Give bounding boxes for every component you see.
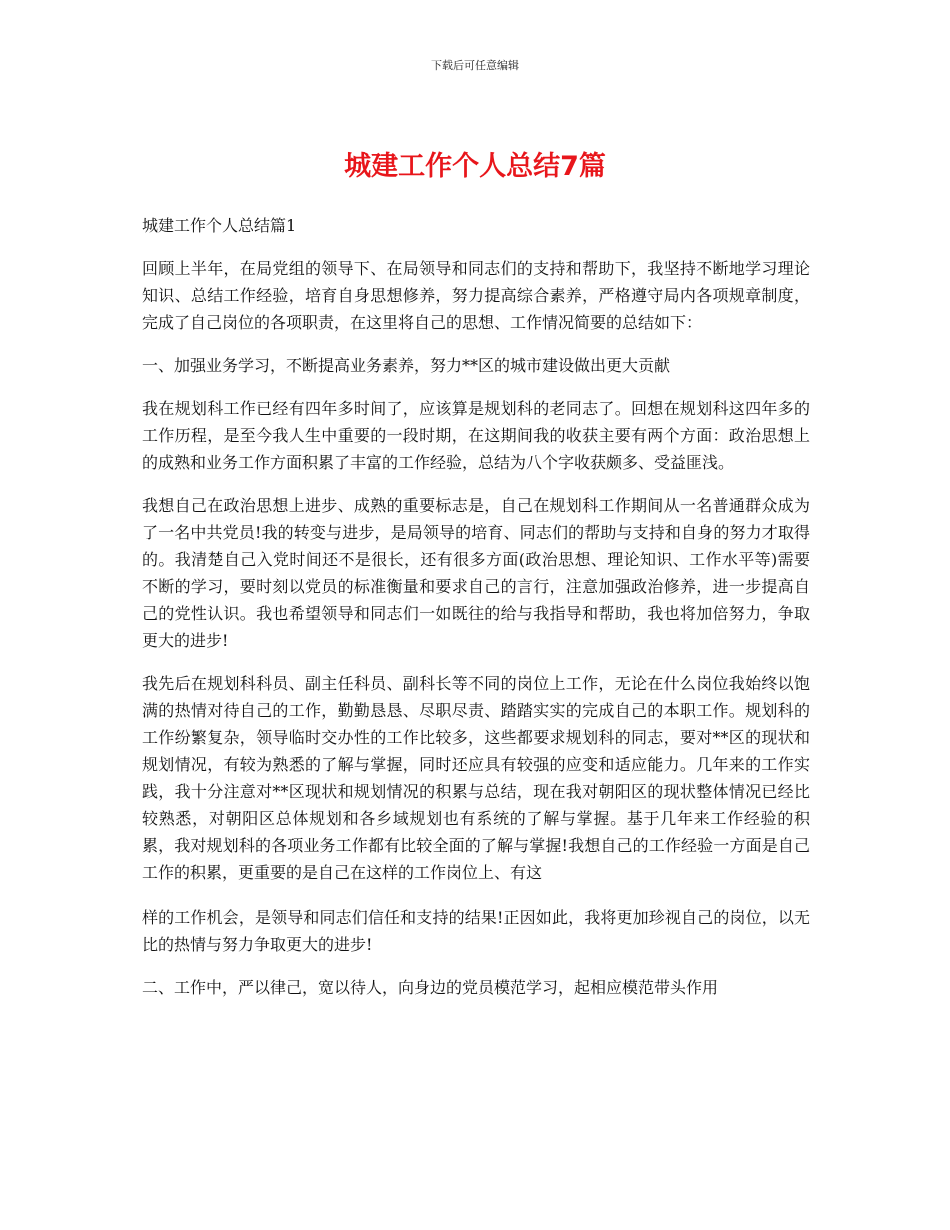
section-subtitle: 城建工作个人总结篇1	[142, 216, 297, 235]
paragraph: 我先后在规划科科员、副主任科员、副科长等不同的岗位上工作，无论在什么岗位我始终以饱满的热情对待自己的工作，勤勤恳恳、尽职尽责、踏踏实实的完成自己的本职工作。规划科的工作纷繁复杂，领导临时交办性的工作比较多，这些都要求规划科的同志，要对**区的现状和规划情况，有较为熟悉的了解与掌握，同时还应具有较强的应变和适应能力。几年来的工作实践，我十分注意对**区现状和规划情况的积累与总结，现在我对朝阳区的现状整体情况已经比较熟悉，对朝阳区总体规划和各乡域规划也有系统的了解与掌握。基于几年来工作经验的积累，我对规划科的各项业务工作都有比较全面的了解与掌握!我想自己的工作经验一方面是自己工作的积累，更重要的是自己在这样的工作岗位上、有这	[142, 674, 810, 882]
section-heading: 一、加强业务学习，不断提高业务素养，努力**区的城市建设做出更大贡献	[142, 356, 671, 375]
paragraph: 样的工作机会，是领导和同志们信任和支持的结果!正因如此，我将更加珍视自己的岗位，以无比的热情与努力争取更大的进步!	[142, 908, 810, 954]
paragraph: 我想自己在政治思想上进步、成熟的重要标志是，自己在规划科工作期间从一名普通群众成为了一名中共党员!我的转变与进步，是局领导的培育、同志们的帮助与支持和自身的努力才取得的。我清楚自己入党时间还不是很长，还有很多方面(政治思想、理论知识、工作水平等)需要不断的学习，要时刻以党员的标准衡量和要求自己的言行，注意加强政治修养，进一步提高自己的党性认识。我也希望领导和同志们一如既往的给与我指导和帮助，我也将加倍努力，争取更大的进步!	[142, 496, 810, 650]
section-heading: 二、工作中，严以律己，宽以待人，向身边的党员模范学习，起相应模范带头作用	[142, 978, 719, 997]
paragraph: 我在规划科工作已经有四年多时间了，应该算是规划科的老同志了。回想在规划科这四年多的工作历程，是至今我人生中重要的一段时期，在这期间我的收获主要有两个方面：政治思想上的成熟和业务工作方面积累了丰富的工作经验，总结为八个字收获颇多、受益匪浅。	[142, 399, 810, 472]
page-header: 下载后可任意编辑	[431, 59, 519, 72]
document-title: 城建工作个人总结7篇	[344, 151, 606, 182]
document-body	[142, 212, 810, 1017]
paragraph: 回顾上半年，在局党组的领导下、在局领导和同志们的支持和帮助下，我坚持不断地学习理论知识、总结工作经验，培育自身思想修养，努力提高综合素养，严格遵守局内各项规章制度，完成了自己岗位的各项职责，在这里将自己的思想、工作情况简要的总结如下：	[142, 259, 810, 332]
